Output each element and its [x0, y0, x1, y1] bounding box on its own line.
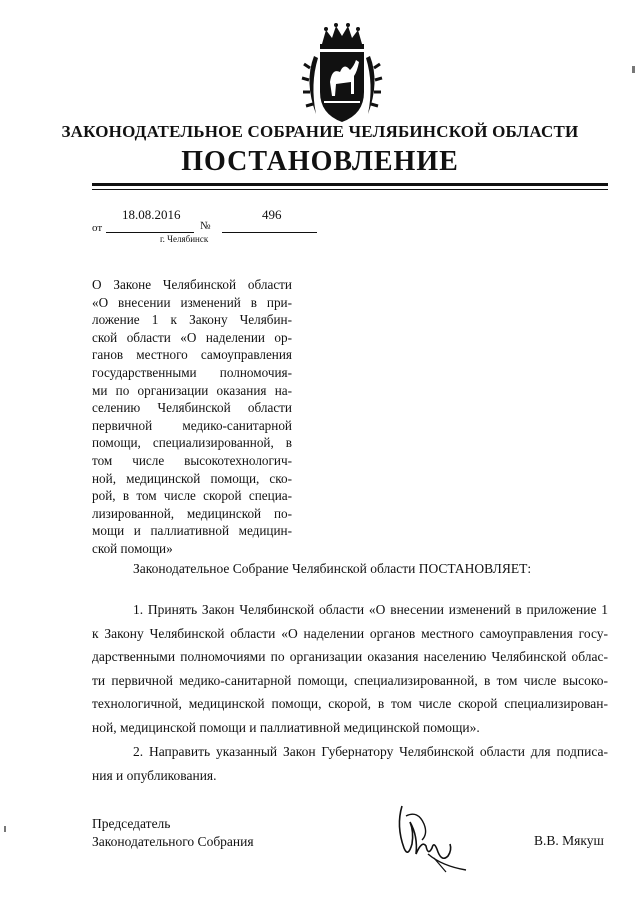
header-rule-thin — [92, 189, 608, 190]
position-line: Законодательного Собрания — [92, 834, 254, 849]
item-line: дарственными полномочиями по организации оказания населению Челябинской облас- — [92, 649, 608, 664]
document-date: 18.08.2016 — [122, 207, 181, 222]
date-prefix: от — [92, 222, 103, 234]
subject-line: государственными полномочия- — [92, 364, 292, 380]
item-line: ния и опубликования. — [92, 767, 217, 783]
handwritten-signature — [388, 796, 468, 876]
subject-line: ложение 1 к Закону Челябин- — [92, 312, 292, 328]
item-line: к Закону Челябинской области «О наделении органов местного самоуправления госу- — [92, 625, 608, 641]
item-line: ти первичной медико-санитарной помощи, специализированной, в том числе высоко- — [92, 672, 608, 688]
date-number-line — [92, 207, 332, 237]
item-line: 2. Направить указанный Закон Губернатору Челябинской области для подписа- — [133, 744, 608, 759]
subject-line: ной, медицинской помощи, ско- — [92, 470, 292, 486]
signatory-position — [92, 815, 254, 851]
resolution-item-2 — [92, 740, 608, 787]
subject-line: ской области «О наделении ор- — [92, 329, 292, 345]
document-number: 496 — [262, 207, 282, 222]
item-line: технологичной, медицинской помощи, скорой, в том числе скорой специализирован- — [92, 696, 608, 711]
subject-line: «О внесении изменений в при- — [92, 294, 292, 310]
organization-title: ЗАКОНОДАТЕЛЬНОЕ СОБРАНИЕ ЧЕЛЯБИНСКОЙ ОБЛАСТИ — [61, 122, 579, 141]
number-label: № — [200, 220, 211, 232]
subject-line: первичной медико-санитарной — [92, 417, 292, 433]
number-underline — [222, 232, 317, 233]
subject-line: помощи, специализированной, в — [92, 435, 292, 451]
scan-speck — [632, 66, 635, 73]
subject-line: О Законе Челябинской области — [92, 277, 292, 292]
item-line: ной, медицинской помощи и паллиативной медицинской помощи». — [92, 719, 480, 735]
document-subject — [92, 276, 292, 558]
date-underline — [106, 232, 194, 233]
subject-line: ганов местного самоуправления — [92, 347, 292, 363]
subject-line: ми по организации оказания на- — [92, 382, 292, 398]
position-line: Председатель — [92, 816, 171, 831]
subject-line: селению Челябинской области — [92, 400, 292, 416]
subject-line: рой, в том числе скорой специа- — [92, 488, 292, 504]
document-type-title: ПОСТАНОВЛЕНИЕ — [181, 146, 459, 177]
resolution-preamble: Законодательное Собрание Челябинской области ПОСТАНОВЛЯЕТ: — [133, 561, 532, 576]
resolution-item-1 — [92, 598, 608, 739]
subject-line: лизированной, медицинской по- — [92, 505, 292, 521]
signatory-name: В.В. Мякуш — [534, 833, 604, 848]
city-label: г. Челябинск — [160, 234, 209, 244]
header-rule-thick — [92, 183, 608, 186]
item-line: 1. Принять Закон Челябинской области «О внесении изменений в приложение 1 — [133, 602, 608, 617]
subject-line: том числе высокотехнологич- — [92, 452, 292, 468]
coat-of-arms-emblem — [300, 22, 384, 124]
subject-line: ской помощи» — [92, 540, 173, 556]
subject-line: мощи и паллиативной медицин- — [92, 523, 292, 539]
scan-speck — [4, 826, 6, 832]
